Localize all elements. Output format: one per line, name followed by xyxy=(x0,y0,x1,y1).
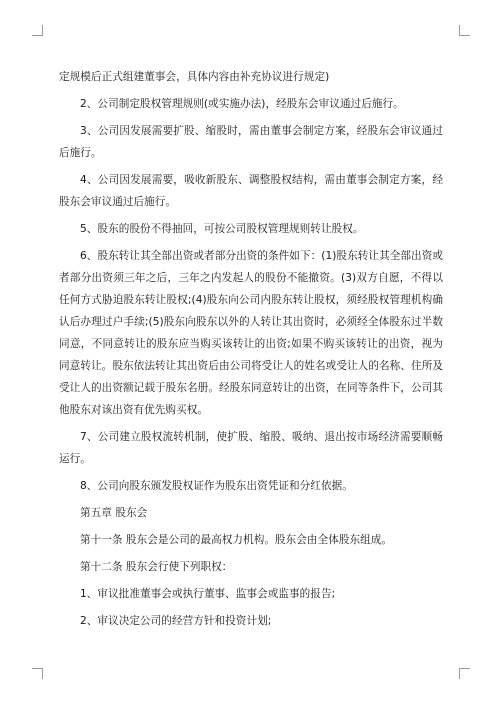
paragraph-continuation: 定规模后正式组建董事会，具体内容由补充协议进行规定) xyxy=(59,71,330,83)
paragraph-item-3: 3、公司因发展需要扩股、缩股时，需由董事会制定方案，经股东会审议通过后施行。 xyxy=(59,125,443,159)
paragraph-item-8: 8、公司向股东颁发股权证作为股东出资凭证和分红依据。 xyxy=(80,480,353,492)
crop-mark-top-left xyxy=(32,25,43,36)
paragraph-item-6: 6、股东转让其全部出资或者部分出资的条件如下：(1)股东转让其全部出资或者部分出资须三年之后，三年之内发起人的股份不能撤资。(3)双方自愿，不得以任何方式胁迫股东转让股权;(4)股东向公司内股东转让股权，须经股权管理机构确认后办理过户手续;(5)股东向股东以外的人转让其出资时，必须经全体股东过半数同意，不同意转让的股东应当购买该转让的出资;如果不购买该转让的出资，视为同意转让。股东依法转让其出资后由公司将受让人的姓名或受让人的名称、住所及受让人的出资额记载于股东名册。经股东同意转让的出资，在同等条件下，公司其他股东对该出资有优先购买权。 xyxy=(59,250,443,416)
paragraph-item-5: 5、股东的股份不得抽回，可按公司股权管理规则转让股权。 xyxy=(80,223,364,235)
paragraph-item-2: 2、公司制定股权管理规则(或实施办法)，经股东会审议通过后施行。 xyxy=(80,98,404,110)
crop-mark-bottom-left xyxy=(32,668,43,679)
paragraph-item-7: 7、公司建立股权流转机制，使扩股、缩股、吸纳、退出按市场经济需要顺畅运行。 xyxy=(59,431,443,465)
paragraph-item-4: 4、公司因发展需要，吸收新股东、调整股权结构，需由董事会制定方案，经股东会审议通过后施行。 xyxy=(59,174,443,208)
chapter-heading: 第五章 股东会 xyxy=(80,507,148,519)
crop-mark-bottom-right xyxy=(459,668,470,679)
article-12-item-2: 2、审议决定公司的经营方针和投资计划; xyxy=(80,615,272,627)
article-11: 第十一条 股东会是公司的最高权力机构。股东会由全体股东组成。 xyxy=(80,534,393,546)
document-body xyxy=(59,66,443,637)
crop-mark-top-right xyxy=(459,25,470,36)
article-12-item-1: 1、审议批准董事会或执行董事、监事会或监事的报告; xyxy=(80,588,336,600)
article-12: 第十二条 股东会行使下列职权： xyxy=(80,561,233,573)
